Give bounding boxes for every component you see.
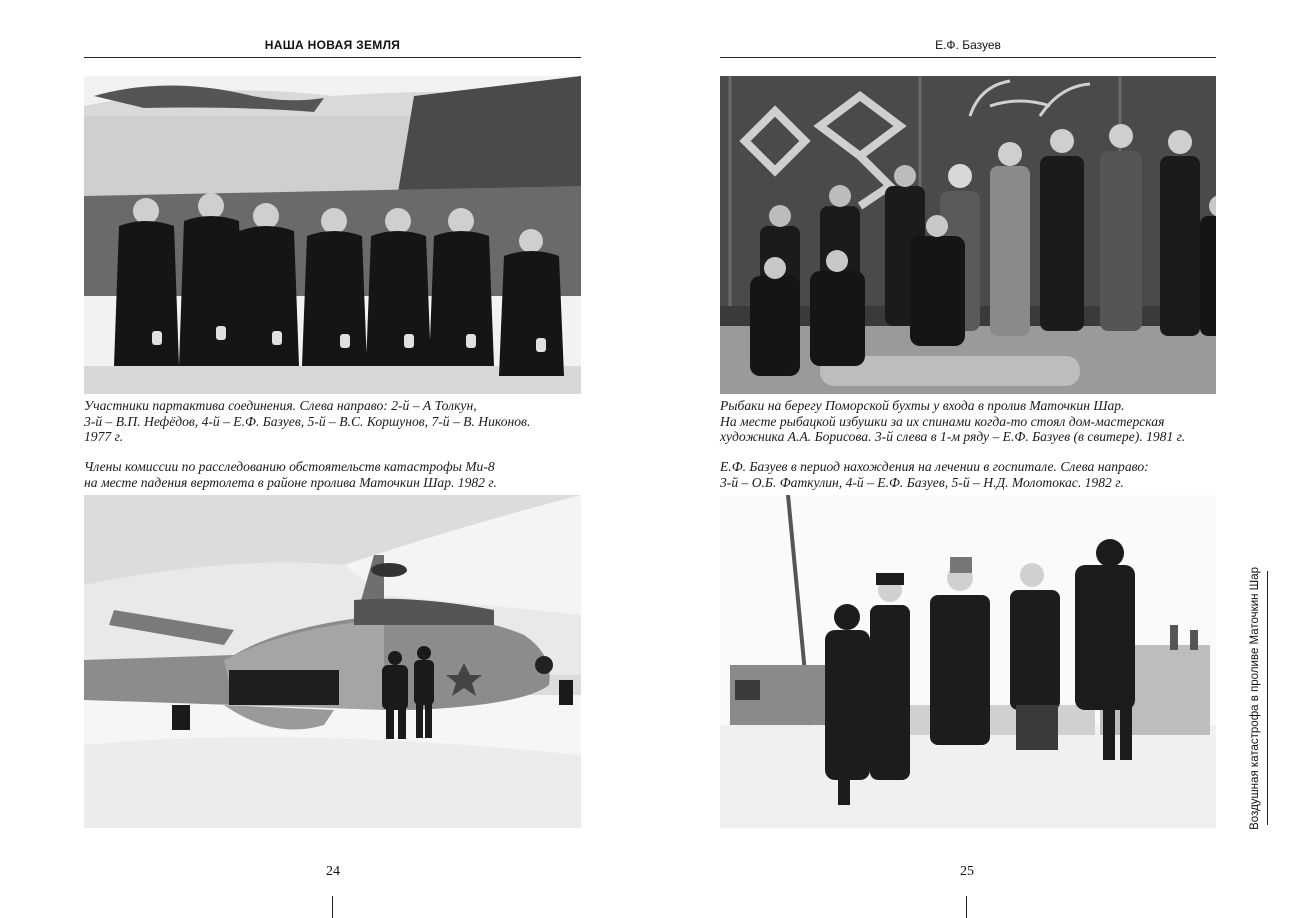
- page-number-left: 24: [326, 864, 340, 879]
- caption-line: Участники партактива соединения. Слева направо: 2-й – А Толкун,: [84, 398, 477, 413]
- caption-line: художника А.А. Борисова. 3-й слева в 1-м ряду – Е.Ф. Базуев (в свитере). 1981 г.: [720, 429, 1186, 444]
- caption-line: на месте падения вертолета в районе пролива Маточкин Шар. 1982 г.: [84, 474, 497, 490]
- caption-officers-group: [84, 398, 530, 445]
- caption-line: Рыбаки на берегу Поморской бухты у входа в пролив Маточкин Шар.: [720, 398, 1125, 413]
- caption-helicopter-crash: [84, 459, 497, 490]
- caption-line: На месте рыбацкой избушки за их спинами когда-то стоял дом-мастерская: [720, 413, 1165, 429]
- photo-fishermen-group: [720, 76, 1216, 394]
- caption-fishermen-group: [720, 398, 1185, 445]
- caption-line: 3-й – В.П. Нефёдов, 4-й – Е.Ф. Базуев, 5-й – В.С. Коршунов, 7-й – В. Никонов.: [84, 413, 531, 429]
- running-header-left: НАША НОВАЯ ЗЕМЛЯ: [264, 38, 401, 52]
- page-tick-left: [332, 896, 333, 918]
- caption-line: Е.Ф. Базуев в период нахождения на лечении в госпитале. Слева направо:: [720, 459, 1149, 474]
- photo-hospital-winter-group: [720, 495, 1216, 828]
- caption-line: 3-й – О.Б. Фаткулин, 4-й – Е.Ф. Базуев, 5-й – Н.Д. Молотокас. 1982 г.: [720, 474, 1124, 490]
- running-header-right: Е.Ф. Базуев: [935, 38, 1001, 52]
- header-rule-left: [84, 57, 581, 58]
- photo-officers-group: [84, 76, 581, 394]
- caption-hospital-group: [720, 459, 1149, 490]
- chapter-side-rule: [1267, 571, 1268, 825]
- chapter-side-title-text: Воздушная катастрофа в проливе Маточкин Шар: [1249, 566, 1261, 830]
- photo-helicopter-crash-site: [84, 495, 581, 828]
- header-rule-right: [720, 57, 1216, 58]
- page-tick-right: [966, 896, 967, 918]
- page-number-right: 25: [960, 864, 974, 879]
- chapter-side-title: [1248, 566, 1262, 830]
- caption-line: 1977 г.: [84, 429, 124, 444]
- caption-line: Члены комиссии по расследованию обстоятельств катастрофы Ми-8: [84, 459, 495, 474]
